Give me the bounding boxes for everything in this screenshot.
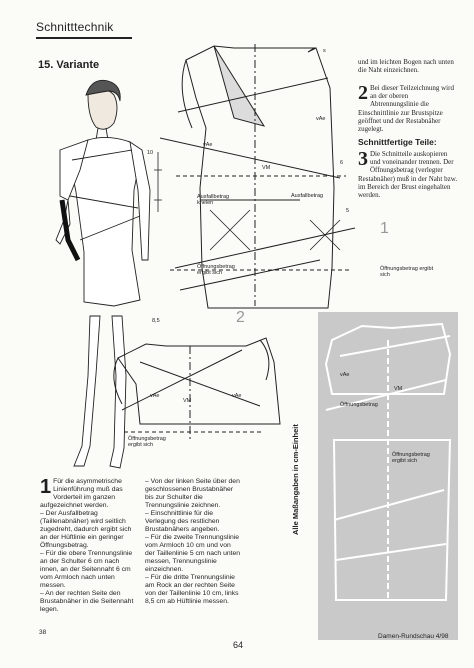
col2-para: – Für die zweite Trennungslinie vom Armloch 10 cm und von der Taillenlinie 5 cm nach unten messen, Trennungslinie einzeichnen. — [145, 534, 241, 573]
label-offnung-3: Öffnungsbetrag ergibt sich — [128, 436, 166, 448]
label-vae-5: vAe — [340, 372, 350, 378]
intro-text: und im leichten Bogen nach unten die Naht einzeichnen. — [358, 58, 454, 75]
step-3-text — [358, 150, 458, 199]
label-ausfall-2: Ausfallbetrag — [291, 193, 324, 199]
step-3-number: 3 — [358, 148, 368, 170]
col2-para: – Für die dritte Trennungslinie am Rock an der rechten Seite von der Taillenlinie 10 cm, links 8,5 cm ab Hüftlinie messen. — [145, 574, 239, 605]
label-s: s — [323, 48, 326, 54]
label-offnung-4: Öffnungsbetrag — [340, 402, 378, 408]
publication-footer: Damen-Rundschau 4/98 — [378, 633, 449, 640]
col1-para: – Für die obere Trennungslinie an der Schulter 6 cm nach innen, an der Seitennaht 6 cm vom Armloch nach unten messen. — [40, 550, 133, 589]
step-2-text — [358, 84, 458, 133]
step-2-body: Bei dieser Teilzeichnung wird an der oberen Abtrennungslinie die Einschnittlinie zur Brustspitze geöffnet und der Restabnäher zugelegt. — [358, 84, 454, 134]
bodice-detail-piece — [114, 338, 280, 442]
col2-para: – Von der linken Seite über den geschlossenen Brustabnäher bis zur Schulter die Trennungslinie zeichnen. — [145, 478, 240, 509]
label-measure-5: 5 — [346, 208, 350, 214]
label-vm-1: VM — [262, 165, 271, 171]
label-vae-2: vAe — [316, 116, 326, 122]
step-2-number: 2 — [358, 82, 368, 104]
page-ref-left: 38 — [39, 629, 47, 636]
label-offnung-2: Öffnungsbetrag ergibt sich — [380, 266, 434, 278]
measurement-note: Alle Maßangaben in cm-Einheit — [291, 424, 300, 535]
section-title: Schnitttechnik — [36, 20, 114, 34]
label-offnung-1: Öffnungsbetrag ergibt sich — [197, 264, 235, 276]
subheading-finished-pieces: Schnittfertige Teile: — [358, 137, 437, 147]
col1-para: – An der rechten Seite den Brustabnäher in die Seitennaht legen. — [40, 590, 134, 613]
label-vm-3: VM — [394, 386, 403, 392]
label-piece-2: 2 — [236, 309, 245, 326]
variant-title: 15. Variante — [38, 59, 100, 71]
page-number: 64 — [233, 640, 244, 650]
step-1-number: 1 — [40, 476, 52, 498]
label-measure-10: 10 — [147, 150, 154, 156]
label-ausfall: Ausfallbetrag knelen — [197, 194, 230, 206]
label-vae-3: vAe — [150, 393, 160, 399]
label-vm-2: VM — [183, 398, 192, 404]
label-vae-1: vAe — [203, 142, 213, 148]
front-pattern-piece — [154, 44, 355, 308]
label-vae-4: vAe — [232, 393, 242, 399]
instructions-column-2 — [145, 478, 241, 606]
step-3-body: Die Schnitteile auskopieren und voneinander trennen. Der Öffnungsbetrag (verlegter Restabnäher) muß in der Naht bzw. im Bereich der Brust eingehalten werden. — [358, 150, 458, 200]
col1-para: – Der Ausfallbetrag (Taillenabnäher) wird seitlich zugedreht, dadurch ergibt sich an der Hüftlinie ein geringer Öffnungsbetrag. — [40, 510, 132, 549]
label-offnung-5: Öffnungsbetrag ergibt sich — [392, 452, 430, 464]
label-measure-8-5: 8,5 — [152, 318, 160, 324]
label-measure-6: 6 — [340, 160, 344, 166]
col1-para: Für die asymmetrische Linienführung muß das Vorderteil im ganzen aufgezeichnet werden. — [40, 478, 123, 509]
instructions-column-1 — [40, 478, 136, 614]
label-piece-1: 1 — [380, 220, 389, 237]
fashion-figure-illustration — [56, 80, 150, 468]
col2-para: – Einschnittlinie für die Verlegung des restlichen Brustabnähers angeben. — [145, 510, 220, 533]
